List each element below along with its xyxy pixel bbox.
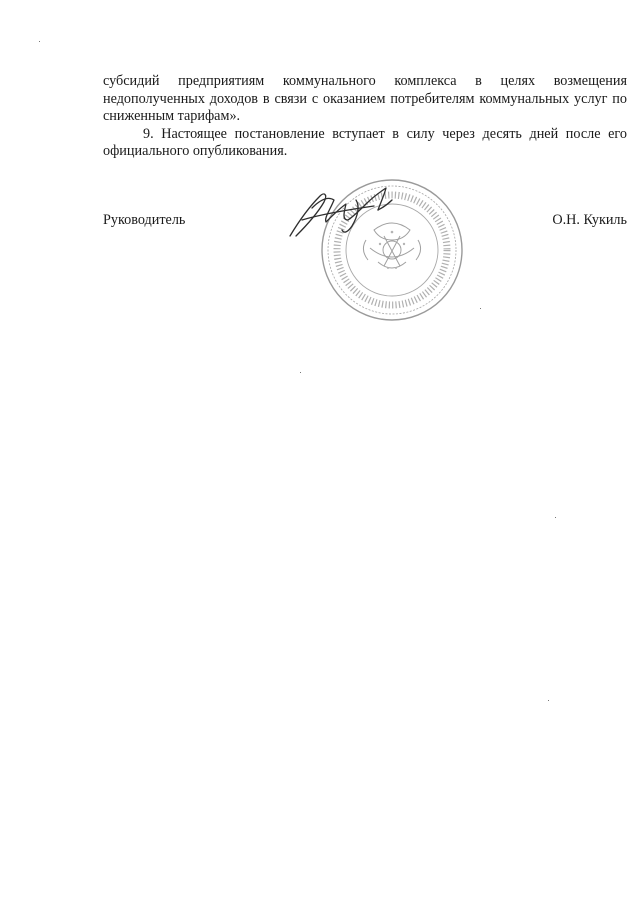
signature-row (103, 212, 627, 232)
scan-speck (39, 41, 40, 42)
paragraph-9: 9. Настоящее постановление вступает в силу через десять дней после его официального опубликования. (103, 125, 627, 159)
scan-speck (548, 700, 549, 701)
official-seal-icon (262, 170, 472, 330)
scan-speck (300, 372, 301, 373)
scan-speck (555, 517, 556, 518)
signatory-title: Руководитель (103, 212, 186, 228)
document-body (103, 73, 627, 161)
signatory-name: О.Н. Кукиль (552, 212, 627, 228)
scan-speck (480, 308, 481, 309)
paragraph-continuation: субсидий предприятиям коммунального комплекса в целях возмещения недополученных доходов в связи с оказанием потребителям коммунальных услуг по сниженным тарифам». (103, 73, 627, 124)
